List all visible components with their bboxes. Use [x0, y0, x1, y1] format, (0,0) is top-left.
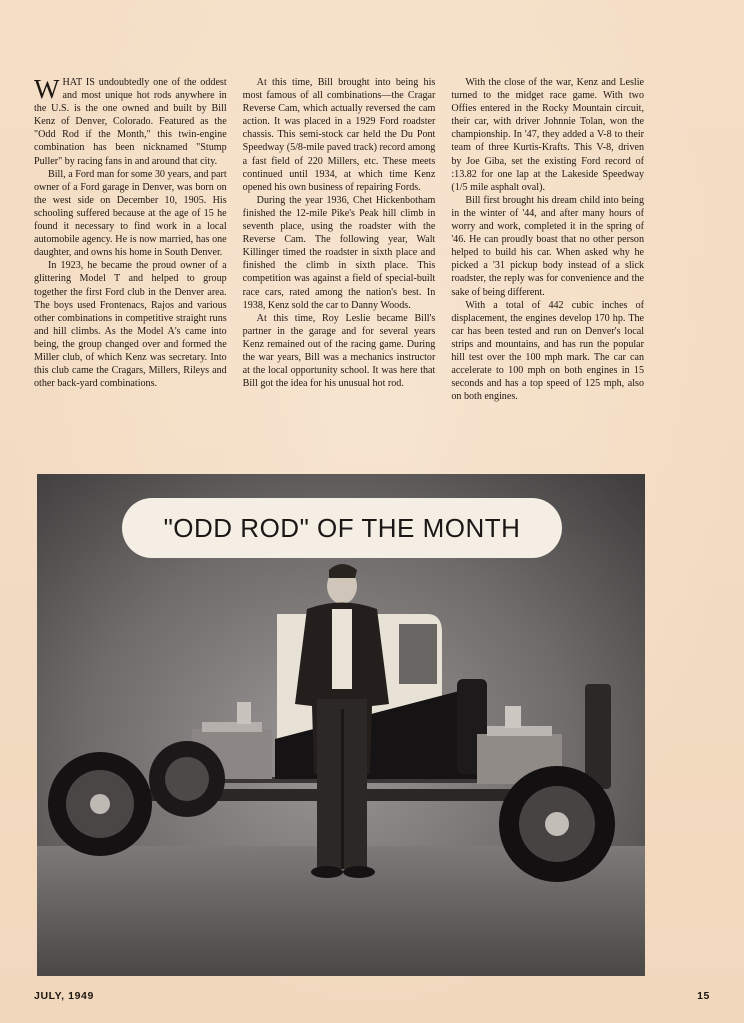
paragraph: With the close of the war, Kenz and Leslie turned to the midget race game. With two Offies entered in the Rocky Mountain circuit, their car, with driver Johnnie Tolan, won the championship. In '47, they added a V-8 to their team of three Kurtis-Krafts. This V-8, driven by Joe Giba, set the existing Ford record of :13.82 for one lap at the Lakeside Speedway (1/5 mile asphalt oval). — [451, 77, 645, 193]
drop-cap: W — [34, 74, 60, 104]
paragraph-text: HAT IS undoubtedly one of the oddest and most unique hot rods anywhere in the U.S. is the one owned and built by Bill Kenz of Denver, Colorado. Featured as the "Odd Rod if the Month," this twin-engine combination has been nicknamed "Stump Puller" by racing fans in and around that city. — [34, 77, 227, 167]
paragraph — [34, 76, 227, 168]
front-left-wheel — [48, 752, 152, 856]
paragraph: Bill, a Ford man for some 30 years, and part owner of a Ford garage in Denver, was born on the west side on December 10, 1905. His schooling suffered because at the age of 15 he found it necessary to find work in a local automobile agency. He is now married, has one daughter, and owns his home in South Denver. — [34, 168, 227, 259]
issue-date: JULY, 1949 — [34, 990, 94, 1002]
hot-rod-photo — [37, 474, 645, 976]
rear-air-cleaner — [505, 706, 521, 728]
page-number: 15 — [697, 990, 710, 1002]
front-engine-head — [202, 722, 262, 732]
article-column-1 — [34, 76, 227, 456]
article-column-2 — [243, 76, 436, 456]
paragraph: In 1923, he became the proud owner of a glittering Model T and helped to group together the first Ford club in the Denver area. The boys used Frontenacs, Rajos and various other combinations in competitive straight runs and hill climbs. As the Model A's came into being, the group changed over and formed the Miller club, of which Kenz was secretary. Into this club came the Cragars, Millers, Rileys and other back-yard combinations. — [34, 260, 227, 390]
article-column-3 — [451, 76, 644, 456]
rear-radiator — [585, 684, 611, 789]
front-air-cleaner — [237, 702, 251, 724]
paragraph: At this time, Bill brought into being his most famous of all combinations—the Cragar Reverse Cam, which actually reversed the cam action. It was placed in a 1929 Ford roadster chassis. This semi-stock car held the Du Pont Speedway (5/8-mile paved track) record among a fast field of 220 Millers, etc. These meets continued until 1934, at which time Kenz opened his own business of repairing Fords. — [242, 77, 436, 193]
cab-window — [399, 624, 437, 684]
paragraph: Bill first brought his dream child into being in the winter of '44, and after many hours of worry and work, completed it in the spring of '46. He can proudly boast that no other person helped to build his car. When asked why he picked a '31 pickup body instead of a slick roadster, the reply was for convenience and the sake of being different. — [451, 194, 645, 298]
rear-wheel — [499, 766, 615, 882]
photo-title-banner — [122, 498, 562, 558]
paragraph: With a total of 442 cubic inches of displacement, the engines develop 170 hp. The car has been tested and run on Denver's local strips and mountains, and has run the popular hill test over the 100 mph mark. The car can accelerate to 100 mph on both engines in 15 seconds and has a top speed of 125 mph, also on both engines. — [451, 299, 645, 403]
front-right-wheel — [149, 741, 225, 817]
article-columns — [34, 76, 644, 456]
page-footer — [34, 990, 710, 1006]
photo-title: "ODD ROD" OF THE MONTH — [163, 512, 521, 543]
paragraph: During the year 1936, Chet Hickenbotham finished the 12-mile Pike's Peak hill climb in seventh place, using the roadster with the Reverse Cam. The following year, Walt Killinger timed the roadster in sixth place and finished the climb in sixth place. This competition was against a field of special-built race cars, rated among the nation's best. In 1938, Kenz sold the car to Danny Woods. — [242, 194, 436, 311]
paragraph: At this time, Roy Leslie became Bill's partner in the garage and for several years Kenz remained out of the racing game. During the war years, Bill was a mechanics instructor at the local opportunity school. It was here that Bill got the idea for his unusual hot rod. — [242, 312, 436, 390]
